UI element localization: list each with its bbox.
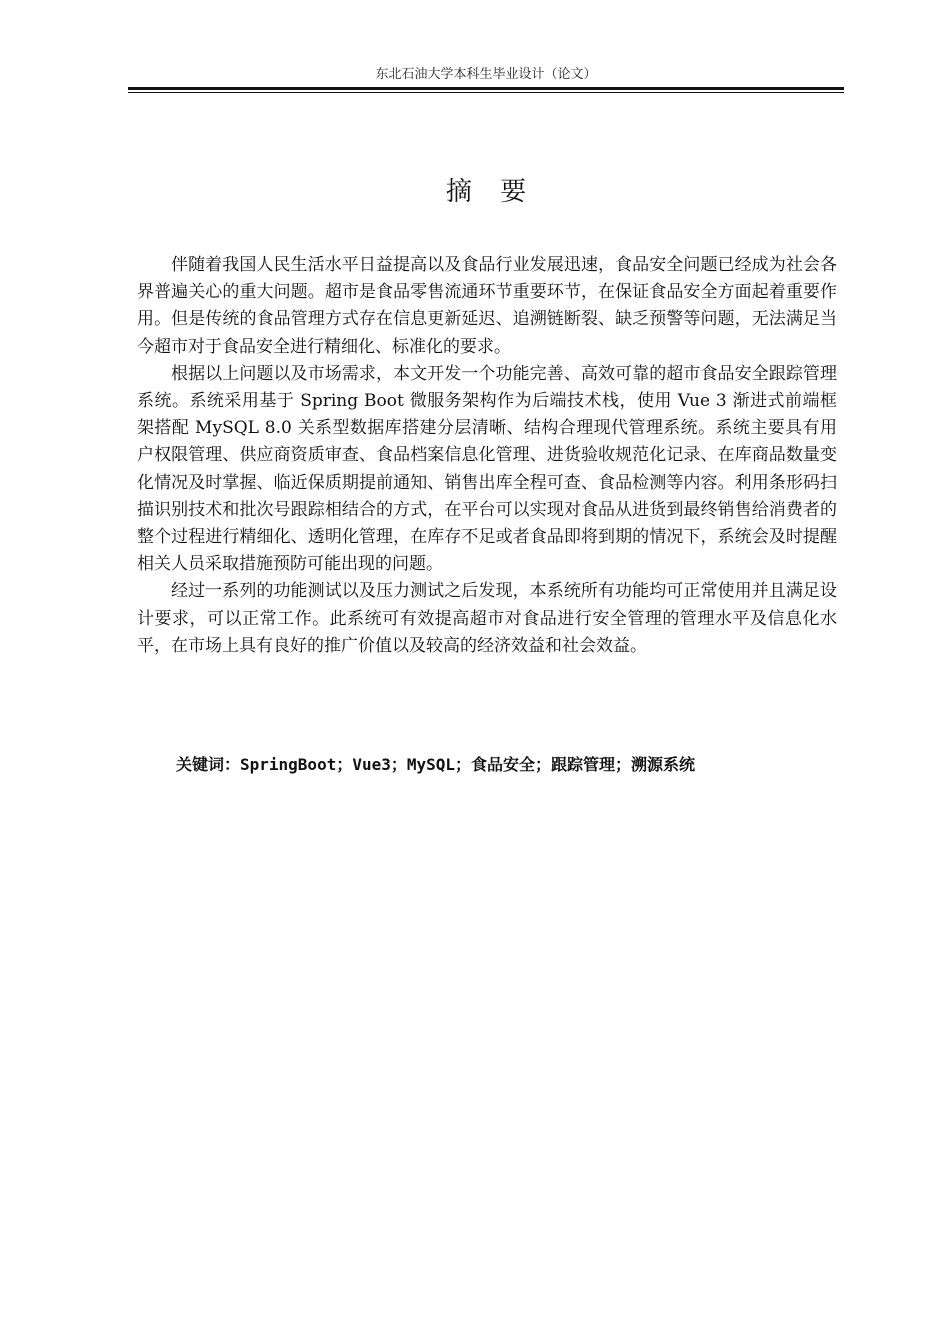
abstract-paragraph-3: 经过一系列的功能测试以及压力测试之后发现，本系统所有功能均可正常使用并且满足设计要求，可以正常工作。此系统可有效提高超市对食品进行安全管理的管理水平及信息化水平，在市场上具有良好的推广价值以及较高的经济效益和社会效益。 [137, 581, 837, 656]
page-header: 东北石油大学本科生毕业设计（论文） [375, 67, 597, 82]
abstract-paragraph-1: 伴随着我国人民生活水平日益提高以及食品行业发展迅速，食品安全问题已经成为社会各界普遍关心的重大问题。超市是食品零售流通环节重要环节，在保证食品安全方面起着重要作用。但是传统的食品管理方式存在信息更新延迟、追溯链断裂、缺乏预警等问题，无法满足当今超市对于食品安全进行精细化、标准化的要求。 [137, 255, 837, 357]
header-rule-thick [128, 87, 844, 90]
abstract-title: 摘 要 [445, 177, 537, 207]
keywords-line: 关键词：SpringBoot；Vue3；MySQL；食品安全；跟踪管理；溯源系统 [176, 755, 696, 774]
abstract-paragraph-2: 根据以上问题以及市场需求，本文开发一个功能完善、高效可靠的超市食品安全跟踪管理系统。系统采用基于 Spring Boot 微服务架构作为后端技术栈，使用 Vue 3 渐进式前端框架搭配 MySQL 8.0 关系型数据库搭建分层清晰、结构合理现代管理系统。系统主要具有用户权限管理、供应商资质审查、食品档案信息化管理、进货验收规范化记录、在库商品数量变化情况及时掌握、临近保质期提前通知、销售出库全程可查、食品检测等内容。利用条形码扫描识别技术和批次号跟踪相结合的方式，在平台可以实现对食品从进货到最终销售给消费者的整个过程进行精细化、透明化管理，在库存不足或者食品即将到期的情况下，系统会及时提醒相关人员采取措施预防可能出现的问题。 [137, 363, 837, 575]
abstract-body [137, 252, 837, 660]
header-rule-thin [128, 92, 844, 93]
